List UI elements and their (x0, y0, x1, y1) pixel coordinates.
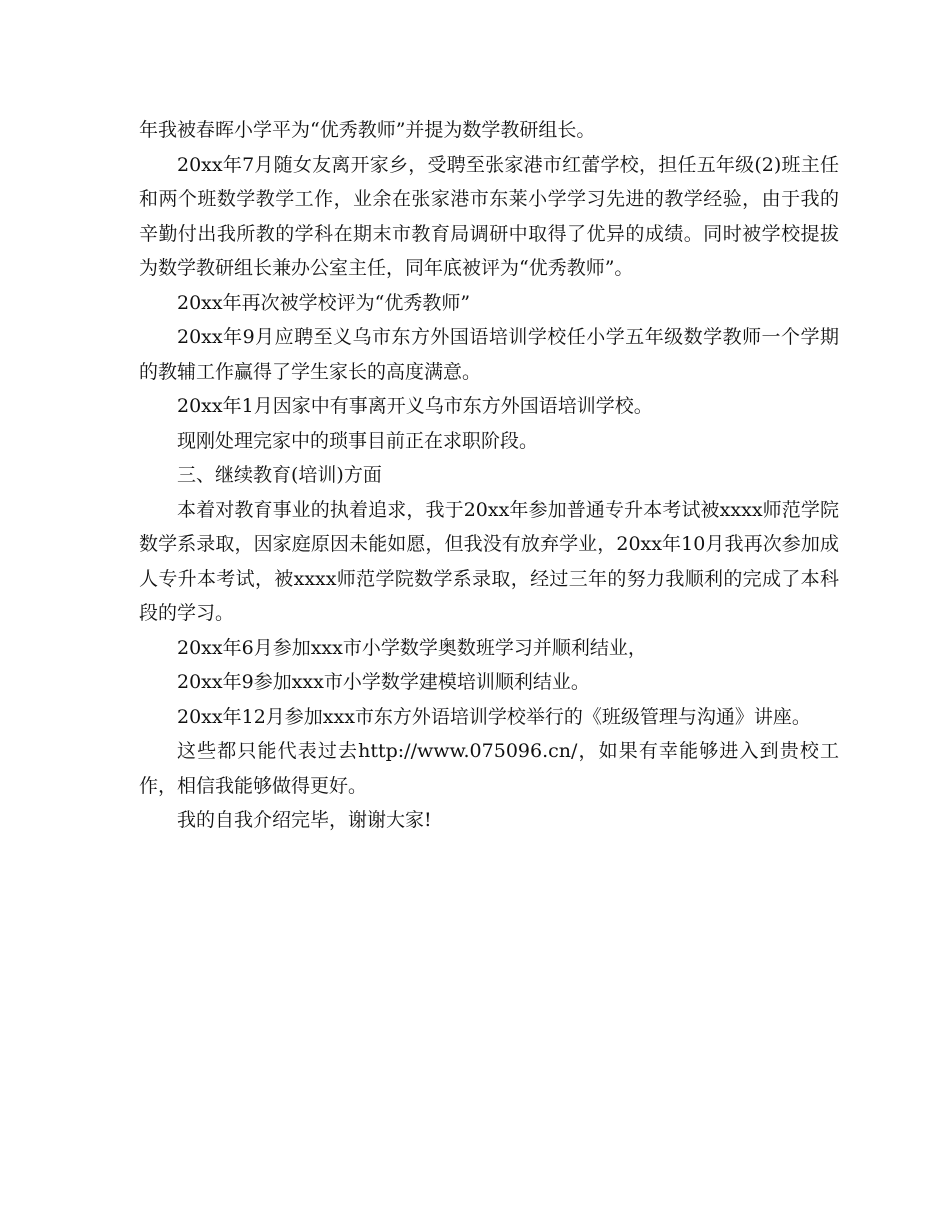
paragraph-closing: 我的自我介绍完毕，谢谢大家! (177, 809, 432, 831)
section-heading-continuing-education: 三、继续教育(培训)方面 (177, 464, 382, 486)
paragraph-modeling-training: 20xx年9参加xxx市小学数学建模培训顺利结业。 (177, 671, 590, 693)
paragraph-olympiad-training: 20xx年6月参加xxx市小学数学奥数班学习并顺利结业， (177, 636, 647, 659)
paragraph-yiwu-school: 20xx年9月应聘至义乌市东方外国语培训学校任小学五年级数学教师一个学期的教辅工作赢得了学生家长的高度满意。 (139, 326, 839, 383)
paragraph-class-management-lecture: 20xx年12月参加xxx市东方外语培训学校举行的《班级管理与沟通》讲座。 (177, 705, 811, 728)
paragraph-job-seeking: 现刚处理完家中的琐事目前正在求职阶段。 (177, 429, 539, 452)
paragraph-hongrei-school: 20xx年7月随女友离开家乡，受聘至张家港市红蕾学校，担任五年级(2)班主任和两个班数学教学工作，业余在张家港市东莱小学学习先进的教学经验，由于我的辛勤付出我所教的学科在期末市教育局调研中取得了优异的成绩。同时被学校提拔为数学教研组长兼办公室主任，同年底被评为“优秀教师”。 (139, 153, 839, 279)
paragraph-degree-study: 本着对教育事业的执着追求，我于20xx年参加普通专升本考试被xxxx师范学院数学系录取，因家庭原因未能如愿，但我没有放弃学业，20xx年10月我再次参加成人专升本考试，被xxxx师范学院数学系录取，经过三年的努力我顺利的完成了本科段的学习。 (139, 498, 839, 624)
paragraph-excellent-teacher: 20xx年再次被学校评为“优秀教师” (177, 291, 471, 314)
paragraph-left-yiwu: 20xx年1月因家中有事离开义乌市东方外国语培训学校。 (177, 395, 653, 417)
paragraph-past-and-future: 这些都只能代表过去http://www.075096.cn/，如果有幸能够进入到贵校工作，相信我能够做得更好。 (139, 740, 839, 797)
paragraph-continuation: 年我被春晖小学平为“优秀教师”并提为数学教研组长。 (139, 119, 596, 141)
document-body (139, 113, 839, 838)
